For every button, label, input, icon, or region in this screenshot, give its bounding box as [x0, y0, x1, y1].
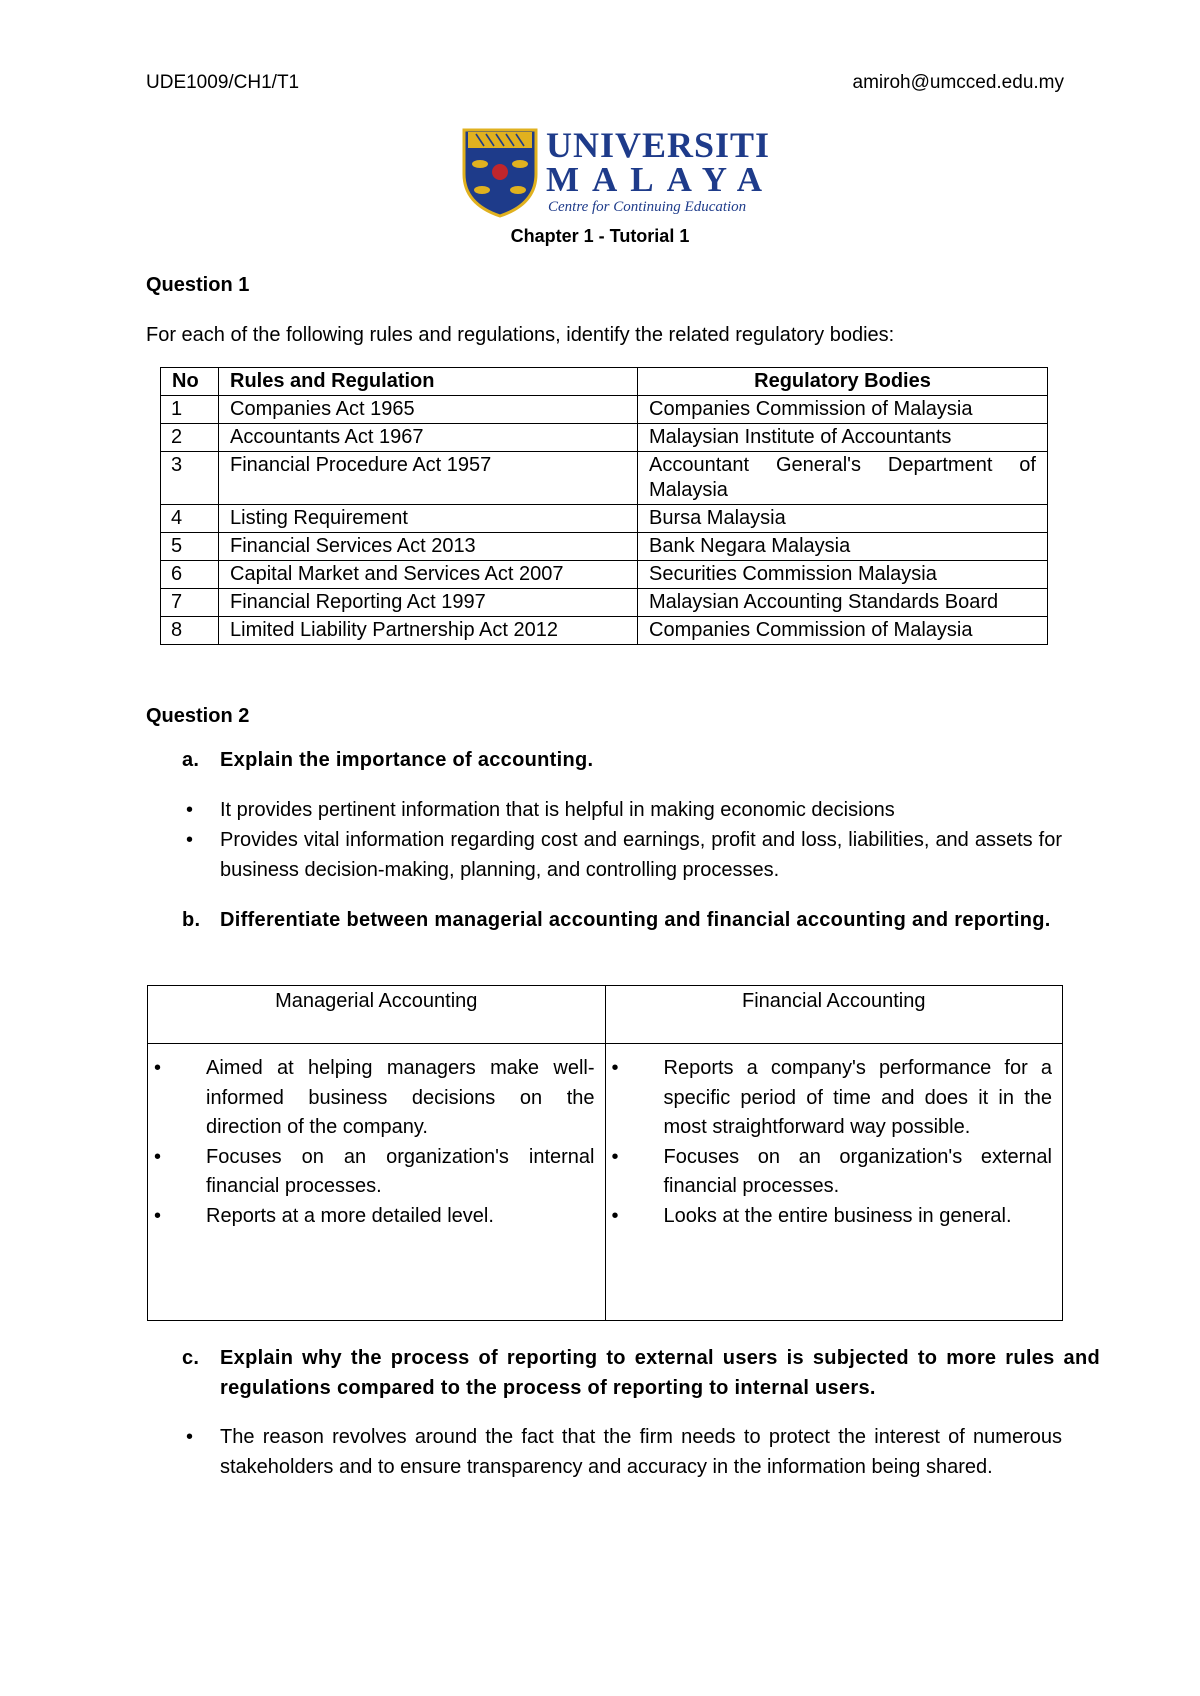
course-code: UDE1009/CH1/T1	[146, 72, 300, 93]
row-no: 8	[161, 617, 219, 645]
row-rule: Listing Requirement	[219, 505, 638, 533]
row-body: Bursa Malaysia	[638, 505, 1048, 533]
question-2a-text: Explain the importance of accounting.	[220, 749, 594, 771]
bullet-icon: •	[154, 1057, 162, 1079]
row-rule: Accountants Act 1967	[219, 424, 638, 452]
list-item-text: Provides vital information regarding cost and earnings, profit and loss, liabilities, and assets for business decision-making, planning, and controlling processes.	[220, 829, 1062, 881]
bullet-icon: •	[186, 1426, 194, 1448]
bullet-icon: •	[186, 799, 194, 821]
list-item-text: Looks at the entire business in general.	[663, 1204, 1012, 1227]
financial-header: Financial Accounting	[605, 986, 1063, 1044]
row-rule: Limited Liability Partnership Act 2012	[219, 617, 638, 645]
university-logo	[462, 124, 776, 220]
answer-2c-list	[182, 1422, 1062, 1482]
list-item-text: Aimed at helping managers make well-informed business decisions on the direction of the company.	[206, 1057, 595, 1138]
row-body: Companies Commission of Malaysia	[638, 617, 1048, 645]
row-no: 7	[161, 589, 219, 617]
list-item	[611, 1143, 1053, 1202]
list-item-text: Focuses on an organization's internal financial processes.	[206, 1145, 595, 1197]
page-title: Chapter 1 - Tutorial 1	[510, 226, 690, 246]
regulation-table	[160, 367, 1048, 645]
list-item	[154, 1202, 595, 1232]
row-body: Accountant General's Department of Malaysia	[638, 452, 1048, 505]
list-item	[182, 825, 1062, 885]
bullet-icon: •	[154, 1204, 162, 1227]
row-body: Securities Commission Malaysia	[638, 561, 1048, 589]
row-body: Companies Commission of Malaysia	[638, 396, 1048, 424]
row-rule: Capital Market and Services Act 2007	[219, 561, 638, 589]
list-item	[611, 1202, 1053, 1232]
row-no: 1	[161, 396, 219, 424]
financial-list	[611, 1054, 1053, 1231]
bullet-icon: •	[154, 1145, 162, 1168]
list-item	[154, 1054, 595, 1143]
list-item-text: It provides pertinent information that is helpful in making economic decisions	[220, 799, 895, 821]
list-item-text: Reports a company's performance for a specific period of time and does it in the most straightforward way possible.	[663, 1057, 1052, 1138]
table-row	[161, 505, 1048, 533]
row-no: 6	[161, 561, 219, 589]
question-2b-text: Differentiate between managerial accounting and financial accounting and reporting.	[220, 909, 1051, 931]
table-row	[161, 533, 1048, 561]
row-rule: Financial Reporting Act 1997	[219, 589, 638, 617]
financial-cell	[605, 1044, 1063, 1321]
question-2b-label: b.	[182, 909, 201, 931]
bullet-icon: •	[611, 1145, 619, 1168]
list-item	[154, 1143, 595, 1202]
list-item	[611, 1054, 1053, 1143]
comparison-table	[147, 985, 1063, 1321]
question-1-prompt: For each of the following rules and regulations, identify the related regulatory bodies:	[146, 324, 895, 346]
row-rule: Financial Services Act 2013	[219, 533, 638, 561]
table-row	[161, 617, 1048, 645]
table-header-row	[161, 368, 1048, 396]
list-item	[182, 795, 1062, 825]
list-item	[182, 1422, 1062, 1482]
table-row	[161, 424, 1048, 452]
logo-text-centre: Centre for Continuing Education	[548, 199, 747, 215]
bullet-icon: •	[611, 1057, 619, 1079]
question-2c-label: c.	[182, 1347, 200, 1369]
managerial-cell	[148, 1044, 606, 1321]
list-item-text: Focuses on an organization's external financial processes.	[663, 1145, 1052, 1197]
row-body: Bank Negara Malaysia	[638, 533, 1048, 561]
managerial-header: Managerial Accounting	[148, 986, 606, 1044]
bullet-icon: •	[186, 829, 194, 851]
row-rule: Companies Act 1965	[219, 396, 638, 424]
row-no: 2	[161, 424, 219, 452]
managerial-list	[154, 1054, 595, 1231]
table-row	[161, 589, 1048, 617]
row-no: 5	[161, 533, 219, 561]
col-header-bodies: Regulatory Bodies	[638, 368, 1048, 396]
row-body: Malaysian Accounting Standards Board	[638, 589, 1048, 617]
question-2a-label: a.	[182, 749, 200, 771]
row-body: Malaysian Institute of Accountants	[638, 424, 1048, 452]
question-2c-text: Explain why the process of reporting to external users is subjected to more rules and regulations compared to the process of reporting to internal users.	[220, 1347, 1100, 1399]
table-row	[161, 452, 1048, 505]
logo-text-universiti: UNIVERSITI	[546, 125, 771, 165]
col-header-no: No	[161, 368, 219, 396]
row-rule: Financial Procedure Act 1957	[219, 452, 638, 505]
row-no: 4	[161, 505, 219, 533]
list-item-text: The reason revolves around the fact that the firm needs to protect the interest of numerous stakeholders and to ensure transparency and accuracy in the information being shared.	[220, 1426, 1062, 1478]
university-crest-icon	[462, 124, 538, 218]
comparison-body-row	[148, 1044, 1063, 1321]
bullet-icon: •	[611, 1204, 619, 1227]
logo-text-malaya: MALAYA	[546, 160, 776, 199]
list-item-text: Reports at a more detailed level.	[206, 1204, 494, 1227]
answer-2a-list	[182, 795, 1062, 885]
author-email: amiroh@umcced.edu.my	[852, 72, 1064, 93]
table-row	[161, 396, 1048, 424]
comparison-header-row	[148, 986, 1063, 1044]
row-no: 3	[161, 452, 219, 505]
table-row	[161, 561, 1048, 589]
question-2-heading: Question 2	[146, 705, 250, 727]
col-header-rules: Rules and Regulation	[219, 368, 638, 396]
question-1-heading: Question 1	[146, 274, 250, 296]
